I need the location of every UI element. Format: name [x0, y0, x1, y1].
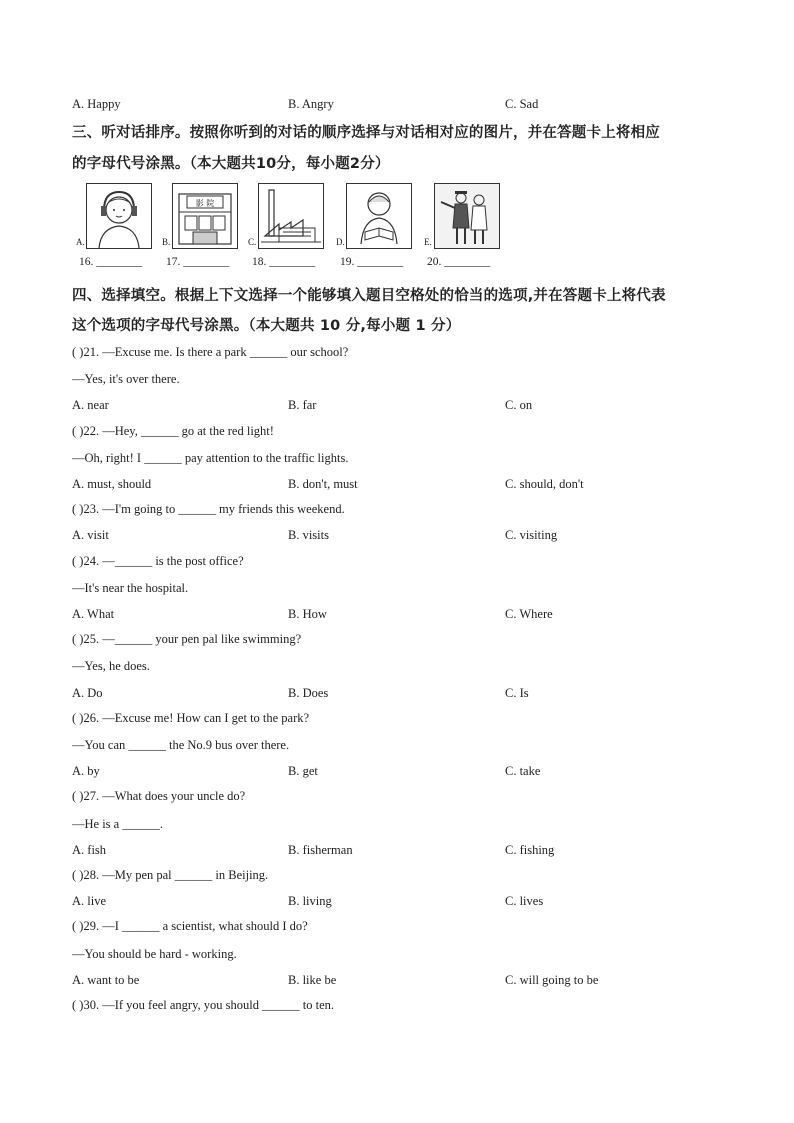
question-30: ( )30. —If you feel angry, you should ______ to ten.	[72, 998, 334, 1012]
answer-blank-20: 20. ________	[427, 256, 491, 268]
q15-option-a: A. Happy	[72, 97, 121, 111]
question-27: ( )27. —What does your uncle do?	[72, 789, 246, 803]
q25-option-a: A. Do	[72, 686, 103, 700]
question-26-reply: —You can ______ the No.9 bus over there.	[72, 738, 290, 752]
q23-option-c: C. visiting	[505, 528, 558, 542]
section4-heading-line2: 这个选项的字母代号涂黑。（本大题共 10 分,每小题 1 分）	[72, 318, 461, 334]
q21-option-c: C. on	[505, 398, 533, 412]
question-21-reply: —Yes, it's over there.	[72, 372, 180, 386]
q25-option-b: B. Does	[288, 686, 329, 700]
q15-option-c: C. Sad	[505, 97, 539, 111]
girl-reading-icon	[346, 183, 412, 249]
pic-label-c: C.	[248, 237, 257, 247]
answer-blank-18: 18. ________	[252, 256, 316, 268]
question-29-reply: —You should be hard - working.	[72, 947, 237, 961]
headphones-girl-icon	[86, 183, 152, 249]
q27-option-b: B. fisherman	[288, 843, 353, 857]
q26-option-c: C. take	[505, 764, 541, 778]
question-29: ( )29. —I ______ a scientist, what should I do?	[72, 919, 308, 933]
q27-option-a: A. fish	[72, 843, 107, 857]
q24-option-b: B. How	[288, 607, 327, 621]
q21-option-a: A. near	[72, 398, 109, 412]
q27-option-c: C. fishing	[505, 843, 555, 857]
police-giving-directions-icon	[434, 183, 500, 249]
q26-option-a: A. by	[72, 764, 100, 778]
q22-option-b: B. don't, must	[288, 477, 358, 491]
question-28: ( )28. —My pen pal ______ in Beijing.	[72, 868, 269, 882]
q23-option-a: A. visit	[72, 528, 109, 542]
question-27-reply: —He is a ______.	[72, 817, 163, 831]
question-25: ( )25. —______ your pen pal like swimming?	[72, 632, 302, 646]
q28-option-b: B. living	[288, 894, 332, 908]
pic-label-e: E.	[424, 237, 432, 247]
question-22-reply: —Oh, right! I ______ pay attention to the traffic lights.	[72, 451, 349, 465]
q25-option-c: C. Is	[505, 686, 529, 700]
question-21: ( )21. —Excuse me. Is there a park ______ our school?	[72, 345, 349, 359]
pic-label-a: A.	[76, 237, 85, 247]
factory-icon	[258, 183, 324, 249]
answer-blank-19: 19. ________	[340, 256, 404, 268]
q28-option-a: A. live	[72, 894, 107, 908]
question-22: ( )22. —Hey, ______ go at the red light!	[72, 424, 274, 438]
question-25-reply: —Yes, he does.	[72, 659, 150, 673]
q29-option-b: B. like be	[288, 973, 337, 987]
pic-label-b: B.	[162, 237, 171, 247]
answer-blank-16: 16. ________	[79, 256, 143, 268]
pic-label-d: D.	[336, 237, 345, 247]
cinema-sign: 影 院	[195, 199, 215, 208]
q24-option-c: C. Where	[505, 607, 553, 621]
question-26: ( )26. —Excuse me! How can I get to the park?	[72, 711, 310, 725]
answer-blank-17: 17. ________	[166, 256, 230, 268]
question-24: ( )24. —______ is the post office?	[72, 554, 244, 568]
cinema-icon	[172, 183, 238, 249]
q29-option-c: C. will going to be	[505, 973, 599, 987]
question-23: ( )23. —I'm going to ______ my friends this weekend.	[72, 502, 345, 516]
section3-heading-line2: 的字母代号涂黑。（本大题共10分，每小题2分）	[72, 156, 390, 172]
q23-option-b: B. visits	[288, 528, 329, 542]
q22-option-c: C. should, don't	[505, 477, 584, 491]
q29-option-a: A. want to be	[72, 973, 140, 987]
q15-option-b: B. Angry	[288, 97, 334, 111]
q28-option-c: C. lives	[505, 894, 544, 908]
section3-heading-line1: 三、听对话排序。按照你听到的对话的顺序选择与对话相对应的图片，并在答题卡上将相应	[72, 125, 660, 141]
section4-heading-line1: 四、选择填空。根据上下文选择一个能够填入题目空格处的恰当的选项,并在答题卡上将代表	[72, 288, 666, 304]
q26-option-b: B. get	[288, 764, 318, 778]
q22-option-a: A. must, should	[72, 477, 152, 491]
question-24-reply: —It's near the hospital.	[72, 581, 189, 595]
q21-option-b: B. far	[288, 398, 317, 412]
q24-option-a: A. What	[72, 607, 115, 621]
